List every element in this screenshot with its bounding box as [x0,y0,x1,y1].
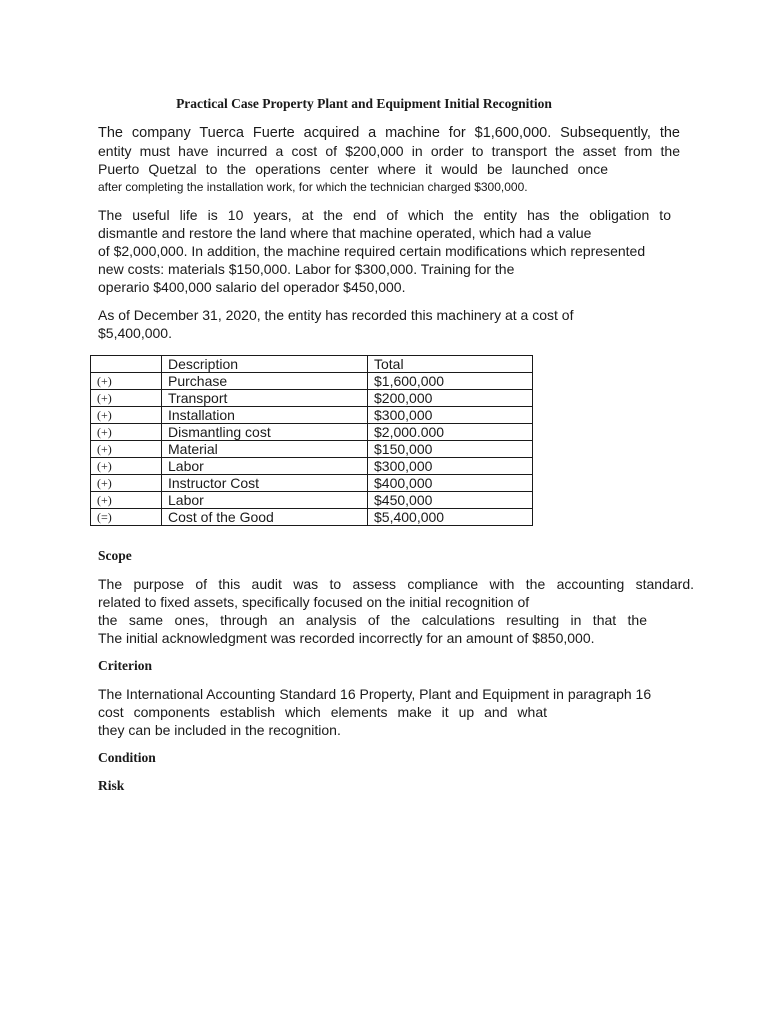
row-sign: (+) [91,441,162,458]
row-sign: (=) [91,509,162,526]
row-description: Material [162,441,368,458]
row-sign: (+) [91,475,162,492]
row-total: $200,000 [368,390,533,407]
row-sign: (+) [91,492,162,509]
row-sign: (+) [91,390,162,407]
intro-line-3 [98,160,608,178]
row-description: Transport [162,390,368,407]
row-sign: (+) [91,407,162,424]
useful-life-line-5: operario $400,000 salario del operador $450,000. [98,279,406,295]
table-row [91,373,533,390]
row-total: $2,000.000 [368,424,533,441]
row-sign: (+) [91,373,162,390]
row-description: Instructor Cost [162,475,368,492]
row-description: Installation [162,407,368,424]
cost-table [90,355,533,526]
header-total-cell: Total [368,356,533,373]
table-row [91,424,533,441]
header-sign-cell [91,356,162,373]
scope-paragraph [98,575,694,647]
scope-line-1: The purpose of this audit was to assess compliance with the accounting standard. [98,576,694,592]
row-description: Labor [162,458,368,475]
criterion-line-2: cost components establish which elements make it up and what [98,704,547,720]
scope-line-4: The initial acknowledgment was recorded incorrectly for an amount of $850,000. [98,630,595,646]
table-header-row [91,356,533,373]
row-total: $300,000 [368,458,533,475]
scope-line-2: related to fixed assets, specifically focused on the initial recognition of [98,594,530,610]
criterion-paragraph [98,685,698,739]
intro-line-3-text: Puerto Quetzal to the operations center where it would be launched once [98,161,608,177]
row-total: $300,000 [368,407,533,424]
table-row [91,475,533,492]
intro-paragraph [98,124,680,196]
row-description: Labor [162,492,368,509]
row-sign: (+) [91,424,162,441]
table-row [91,492,533,509]
intro-line-4: after completing the installation work, for which the technician charged $300,000. [98,180,528,194]
useful-life-line-3: of $2,000,000. In addition, the machine required certain modifications which represented [98,243,646,259]
table-row [91,441,533,458]
row-total: $1,600,000 [368,373,533,390]
recorded-line-1: As of December 31, 2020, the entity has recorded this machinery at a cost of [98,307,574,323]
risk-heading: Risk [98,778,125,793]
intro-line-2: entity must have incurred a cost of $200,000 in order to transport the asset from the [98,143,680,159]
row-description: Dismantling cost [162,424,368,441]
header-description-cell: Description [162,356,368,373]
criterion-heading: Criterion [98,658,152,673]
intro-line-1: The company Tuerca Fuerte acquired a machine for $1,600,000. Subsequently, the [98,125,680,141]
scope-line-3: the same ones, through an analysis of the calculations resulting in that the [98,612,647,628]
condition-heading: Condition [98,750,156,765]
table-row [91,458,533,475]
row-total: $5,400,000 [368,509,533,526]
scope-heading: Scope [98,548,132,563]
criterion-line-3: they can be included in the recognition. [98,722,341,738]
row-description: Purchase [162,373,368,390]
document-title: Practical Case Property Plant and Equipment Initial Recognition [176,96,552,111]
useful-life-line-1: The useful life is 10 years, at the end of which the entity has the obligation to [98,207,671,223]
useful-life-paragraph [98,206,680,296]
useful-life-line-4: new costs: materials $150,000. Labor for $300,000. Training for the [98,261,515,277]
table-row [91,390,533,407]
useful-life-line-2: dismantle and restore the land where that machine operated, which had a value [98,225,592,241]
table-row [91,407,533,424]
row-total: $150,000 [368,441,533,458]
table-total-row [91,509,533,526]
row-description: Cost of the Good [162,509,368,526]
row-sign: (+) [91,458,162,475]
recorded-line-2: $5,400,000. [98,325,172,341]
row-total: $400,000 [368,475,533,492]
recorded-paragraph [98,306,680,342]
row-total: $450,000 [368,492,533,509]
criterion-line-1: The International Accounting Standard 16 Property, Plant and Equipment in paragraph 16 [98,686,652,702]
